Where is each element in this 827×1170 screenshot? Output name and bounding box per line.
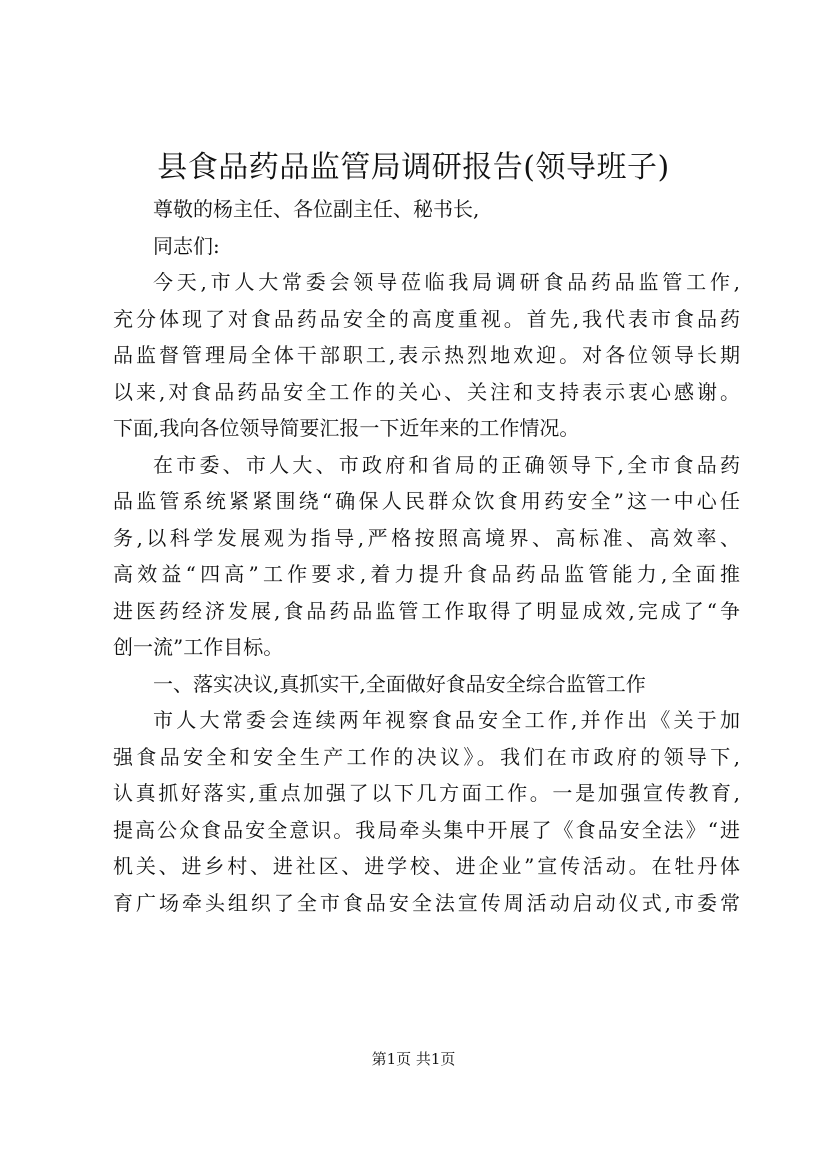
paragraph-line: 认真抓好落实,重点加强了以下几方面工作。一是加强宣传教育, — [113, 781, 740, 805]
document-title: 县食品药品监管局调研报告(领导班子) — [157, 150, 670, 185]
page-number-footer: 第1页 共1页 — [371, 1050, 456, 1068]
paragraph-line: 市人大常委会连续两年视察食品安全工作,并作出《关于加 — [153, 708, 740, 732]
document-body — [113, 191, 740, 921]
paragraph — [113, 228, 740, 265]
paragraph — [113, 447, 740, 666]
paragraph-line: 以来,对食品药品安全工作的关心、关注和支持表示衷心感谢。 — [113, 379, 740, 404]
paragraph-line: 一、落实决议,真抓实干,全面做好食品安全综合监管工作 — [153, 671, 646, 696]
paragraph-line: 高效益“四高”工作要求,着力提升食品药品监管能力,全面推 — [113, 562, 740, 586]
paragraph — [113, 264, 740, 447]
paragraph-line: 在市委、市人大、市政府和省局的正确领导下,全市食品药 — [153, 452, 740, 477]
paragraph — [113, 191, 740, 228]
paragraph-line: 下面,我向各位领导简要汇报一下近年来的工作情况。 — [113, 416, 580, 440]
paragraph — [113, 702, 740, 921]
paragraph-line: 充分体现了对食品药品安全的高度重视。首先,我代表市食品药 — [113, 306, 740, 331]
paragraph-line: 品监督管理局全体干部职工,表示热烈地欢迎。对各位领导长期 — [113, 343, 740, 367]
paragraph-line: 同志们: — [153, 233, 220, 258]
paragraph-line: 今天,市人大常委会领导莅临我局调研食品药品监管工作, — [153, 270, 740, 294]
paragraph-line: 提高公众食品安全意识。我局牵头集中开展了《食品安全法》“进 — [113, 817, 740, 842]
paragraph-line: 进医药经济发展,食品药品监管工作取得了明显成效,完成了“争 — [113, 598, 740, 623]
paragraph-line: 机关、进乡村、进社区、进学校、进企业”宣传活动。在牡丹体 — [113, 854, 740, 878]
paragraph-line: 强食品安全和安全生产工作的决议》。我们在市政府的领导下, — [113, 744, 740, 769]
paragraph-line: 务,以科学发展观为指导,严格按照高境界、高标准、高效率、 — [113, 525, 740, 550]
paragraph-line: 尊敬的杨主任、各位副主任、秘书长, — [153, 197, 480, 221]
paragraph-line: 创一流”工作目标。 — [113, 635, 284, 659]
paragraph — [113, 666, 740, 703]
paragraph-line: 品监管系统紧紧围绕“确保人民群众饮食用药安全”这一中心任 — [113, 489, 740, 513]
paragraph-line: 育广场牵头组织了全市食品安全法宣传周活动启动仪式,市委常 — [113, 890, 740, 915]
